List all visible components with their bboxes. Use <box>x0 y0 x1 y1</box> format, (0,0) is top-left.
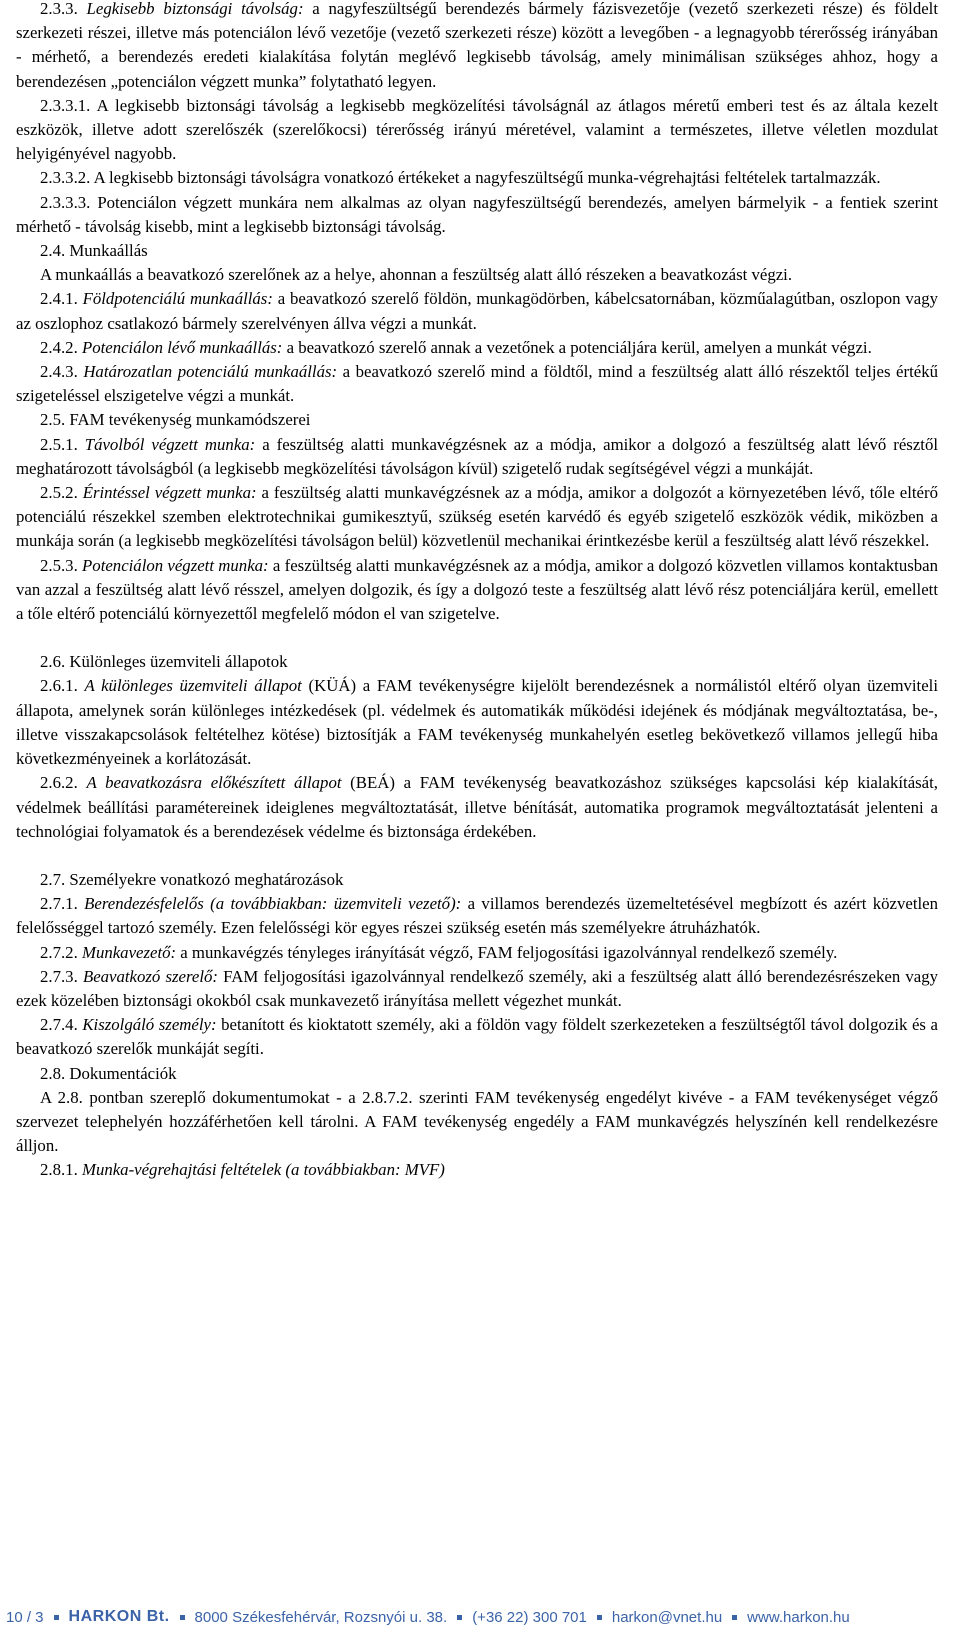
section-paragraph <box>16 941 938 965</box>
section-paragraph <box>16 481 938 554</box>
section-term: Földpotenciálú munkaállás: <box>82 289 273 309</box>
section-term: Munka-végrehajtási feltételek (a továbbiakban: MVF) <box>81 1160 445 1180</box>
section-text: a beavatkozó szerelő földön, munkagödörben, kábelcsatornában, közműalagútban, oszlopon vagy az oszlophoz csatlakozó bármely szerelvényen állva végzi a munkát. <box>16 289 938 333</box>
section-number: 2.7.2. <box>40 942 78 962</box>
section-term: Potenciálon lévő munkaállás: <box>81 337 283 357</box>
section-paragraph <box>16 868 938 892</box>
section-paragraph <box>16 1013 938 1061</box>
section-paragraph <box>16 166 938 190</box>
section-paragraph <box>16 0 938 94</box>
separator-square-icon <box>597 1615 602 1620</box>
section-term: Berendezésfelelős (a továbbiakban: üzemviteli vezető): <box>84 894 462 914</box>
section-paragraph <box>16 94 938 167</box>
document-body <box>16 0 938 1183</box>
section-text: A 2.8. pontban szereplő dokumentumokat - a 2.8.7.2. szerinti FAM tevékenység engedélyt kivéve - a FAM tevékenységet végző szervezet telephelyén hozzáférhetően kell tárolni. A FAM tevékenység engedély a FAM munkavégzés helyszínén kell rendelkezésre álljon. <box>16 1087 938 1156</box>
section-number: 2.5.3. <box>40 555 78 575</box>
section-paragraph <box>16 433 938 481</box>
section-number: 2.6. <box>40 652 66 672</box>
section-text: Potenciálon végzett munkára nem alkalmas az olyan nagyfeszültségű berendezés, amelyen bármelyik - a fentiek szerint mérhető - távolság kisebb, mint a legkisebb biztonsági távolság. <box>16 192 938 236</box>
section-text: a feszültség alatti munkavégzésnek az a módja, amikor a dolgozó közvetlen villamos kontaktusban van azzal a feszültség alatt lévő résszel, amelyen dolgozik, és így a dolgozó teste a feszültség alatt lévő rész potenciáljára kerül, emellett a tőle eltérő potenciálú környezettől megfelelő módon el van szigetelve. <box>16 555 938 624</box>
brand-name: HARKON Bt. <box>68 1608 170 1625</box>
section-number: 2.4. <box>40 241 66 261</box>
section-paragraph <box>16 408 938 432</box>
section-number: 2.6.2. <box>40 773 78 793</box>
section-number: 2.5.2. <box>40 483 78 503</box>
footer-email[interactable]: harkon@vnet.hu <box>611 1608 723 1626</box>
section-text: Dokumentációk <box>69 1063 177 1083</box>
section-paragraph <box>16 1158 938 1182</box>
separator-square-icon <box>54 1615 59 1620</box>
section-term: Határozatlan potenciálú munkaállás: <box>83 362 338 382</box>
section-paragraph <box>16 336 938 360</box>
section-number: 2.5. <box>40 410 66 430</box>
section-text: A legkisebb biztonsági távolság a legkisebb megközelítési távolságnál az átlagos méretű emberi test és az általa kezelt eszközök, illetve adott szerelőszék (szerelőkocsi) térerősség irányú méretével, valamint a természetes, illetve véletlen mozdulat helyigényével nagyobb. <box>16 95 938 164</box>
section-paragraph <box>16 1086 938 1159</box>
section-text: a feszültség alatti munkavégzésnek az a módja, amikor a dolgozót a környezetében lévő, tőle eltérő potenciálú részekkel szemben elektrotechnikai gumikesztyű, szükség esetén karvédő és egyéb szigetelő eszközök védik, miközben a munkája során (a legkisebb megközelítési távolságon belül) közvetlenül mechanikai érintkezésbe kerül a feszültség alatt lévő részekkel. <box>16 483 938 551</box>
section-paragraph <box>16 191 938 239</box>
section-text: Munkaállás <box>69 241 148 261</box>
footer-address: 8000 Székesfehérvár, Rozsnyói u. 38. <box>194 1608 448 1626</box>
section-text: a beavatkozó szerelő annak a vezetőnek a potenciáljára kerül, amelyen a munkát végzi. <box>282 337 872 357</box>
section-text: A munkaállás a beavatkozó szerelőnek az a helye, ahonnan a feszültség alatt álló részeken a beavatkozást végzi. <box>40 265 793 285</box>
section-text: Személyekre vonatkozó meghatározások <box>69 869 344 889</box>
section-term: Érintéssel végzett munka: <box>82 483 257 503</box>
section-term: Távolból végzett munka: <box>84 434 256 454</box>
section-paragraph <box>16 554 938 627</box>
section-paragraph <box>16 965 938 1013</box>
section-text: betanított és kioktatott személy, aki a földön vagy földelt szerkezeteken a feszültségtől távol dolgozik és a beavatkozó szerelők munkáját segíti. <box>16 1015 938 1059</box>
section-paragraph <box>16 360 938 408</box>
section-paragraph <box>16 674 938 771</box>
section-text: a beavatkozó szerelő mind a földtől, mind a feszültség alatt álló részektől teljes értékű szigeteléssel elszigetelve végzi a munkát. <box>16 362 938 406</box>
section-number: 2.4.1. <box>40 289 78 309</box>
footer-website[interactable]: www.harkon.hu <box>747 1608 850 1626</box>
section-text: (BEÁ) a FAM tevékenység beavatkozáshoz szükséges kapcsolási kép kialakítását, védelmek beállítási paramétereinek ideiglenes megváltoztatását, illetve bénítását, automatika programok megváltoztatását jelenteni a technológiai folyamatok és a berendezések védelme és biztonsága érdekében. <box>16 773 938 841</box>
page-footer <box>0 1600 960 1632</box>
section-term: Legkisebb biztonsági távolság: <box>86 0 304 18</box>
section-paragraph <box>16 892 938 940</box>
section-text: A legkisebb biztonsági távolságra vonatkozó értékeket a nagyfeszültségű munka-végrehajtási feltételek tartalmazzák. <box>93 168 881 188</box>
section-number: 2.5.1. <box>40 434 78 454</box>
section-number: 2.3.3. <box>40 0 78 18</box>
section-number: 2.4.2. <box>40 337 78 357</box>
separator-square-icon <box>180 1615 185 1620</box>
section-paragraph <box>16 287 938 335</box>
section-paragraph <box>16 263 938 287</box>
section-number: 2.7. <box>40 869 66 889</box>
section-term: A különleges üzemviteli állapot <box>84 676 302 696</box>
section-number: 2.3.3.1. <box>40 95 91 115</box>
section-number: 2.8. <box>40 1063 66 1083</box>
section-paragraph <box>16 771 938 844</box>
section-term: Potenciálon végzett munka: <box>82 555 269 575</box>
section-text: a villamos berendezés üzemeltetésével megbízott és azért közvetlen felelősséggel tartozó személy. Ezen felelősségi kör egyes részei szükség esetén más személyekre átruházhatók. <box>16 894 938 938</box>
separator-square-icon <box>732 1615 737 1620</box>
section-number: 2.7.4. <box>40 1015 78 1035</box>
section-number: 2.4.3. <box>40 362 78 382</box>
section-text: Különleges üzemviteli állapotok <box>69 652 288 672</box>
section-paragraph <box>16 650 938 674</box>
section-number: 2.8.1. <box>40 1160 78 1180</box>
separator-square-icon <box>457 1615 462 1620</box>
section-text: (KÜÁ) a FAM tevékenységre kijelölt berendezésnek a normálistól eltérő olyan üzemviteli állapota, amelynek során különleges intézkedések (pl. védelmek és automatikák működési idejének és módjának megváltoztatása, be-, illetve visszakapcsolások feltételhez kötése) biztosítják a FAM tevékenység munkahelyén esetleg bekövetkező villamos jellegű hiba következményeinek a korlátozását. <box>16 676 938 769</box>
section-paragraph <box>16 239 938 263</box>
page-number: 10 / 3 <box>6 1608 44 1626</box>
section-number: 2.6.1. <box>40 676 78 696</box>
section-term: Kiszolgáló személy: <box>82 1015 217 1035</box>
section-text: a munkavégzés tényleges irányítását végző, FAM feljogosítási igazolvánnyal rendelkező személy. <box>176 942 838 962</box>
section-text: FAM feljogosítási igazolvánnyal rendelkező személy, aki a feszültség alatt álló berendezésrészeken vagy ezek közelében biztonsági okokból csak munkavezető irányítása mellett végezhet munkát. <box>16 966 939 1010</box>
section-paragraph <box>16 1062 938 1086</box>
section-text: a nagyfeszültségű berendezés bármely fázisvezetője (vezető szerkezeti része) és földelt szerkezeti részei, illetve más potenciálon lévő vezetője (vezető szerkezeti része) között a levegőben - a legnagyobb térerősség irányában - mérhető, a berendezés eredeti kialakítása folytán meglévő legkisebb távolság, amely minimálisan szükséges ahhoz, hogy a berendezésen „potenciálon végzett munka” folytatható legyen. <box>16 0 939 91</box>
section-number: 2.3.3.3. <box>40 192 91 212</box>
footer-phone: (+36 22) 300 701 <box>472 1608 587 1626</box>
section-term: Munkavezető: <box>81 942 177 962</box>
section-number: 2.7.1. <box>40 894 78 914</box>
section-text: a feszültség alatti munkavégzésnek az a módja, amikor a dolgozó a feszültség alatt lévő résztől meghatározott távolságból (a legkisebb megközelítési távolságon kívül) szigetelő rudak segítségével végzi a munkáját. <box>16 434 938 478</box>
section-number: 2.3.3.2. <box>40 168 91 188</box>
section-text: FAM tevékenység munkamódszerei <box>69 410 311 430</box>
section-term: Beavatkozó szerelő: <box>82 966 218 986</box>
section-number: 2.7.3. <box>40 966 78 986</box>
section-term: A beavatkozásra előkészített állapot <box>86 773 342 793</box>
